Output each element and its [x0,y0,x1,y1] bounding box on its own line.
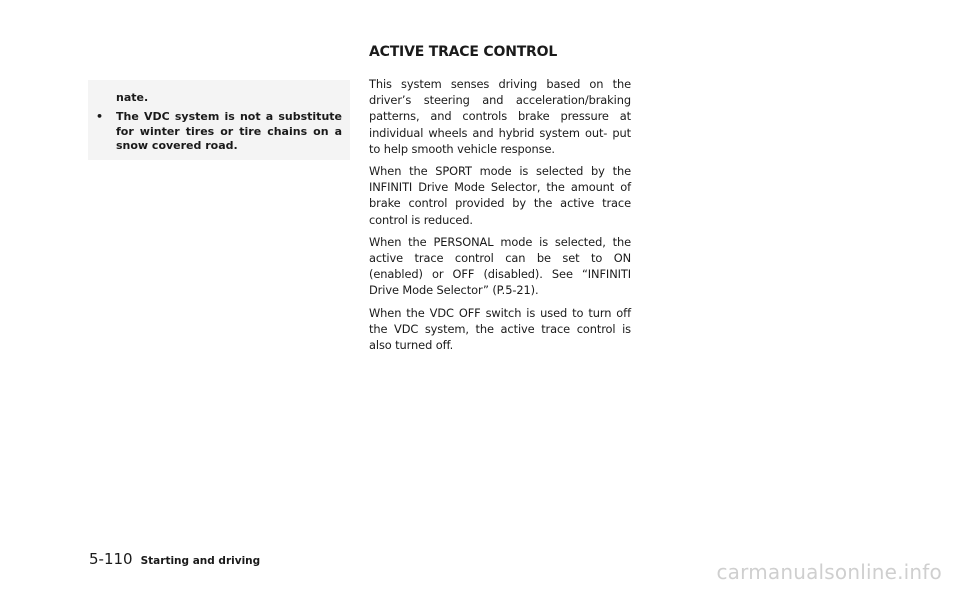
page-number: 5-110 [89,550,133,568]
body-paragraph: This system senses driving based on the driver’s steering and acceleration/braking patterns, and controls brake pressure at individual wheels and hybrid system out- put to help smooth vehicle response. [369,77,631,156]
page-footer [89,550,260,574]
body-paragraph: When the PERSONAL mode is selected, the active trace control can be set to ON (enabled) or OFF (disabled). See “INFINITI Drive Mode Selector” (P.5-21). [369,234,631,298]
bullet-icon: • [96,110,104,123]
body-paragraph: When the VDC OFF switch is used to turn off the VDC system, the active trace control is also turned off. [369,305,631,353]
section-body [369,76,631,359]
caution-list-item [96,110,342,154]
caution-item-text: The VDC system is not a substitute for winter tires or tire chains on a snow covered road. [116,110,342,152]
watermark: carmanualsonline.info [716,560,942,584]
body-paragraph: When the SPORT mode is selected by the INFINITI Drive Mode Selector, the amount of brake control provided by the active trace control is reduced. [369,164,631,227]
section-title: ACTIVE TRACE CONTROL [369,44,558,60]
footer-section-name: Starting and driving [140,555,261,567]
caution-continued-text: nate. [116,91,149,104]
